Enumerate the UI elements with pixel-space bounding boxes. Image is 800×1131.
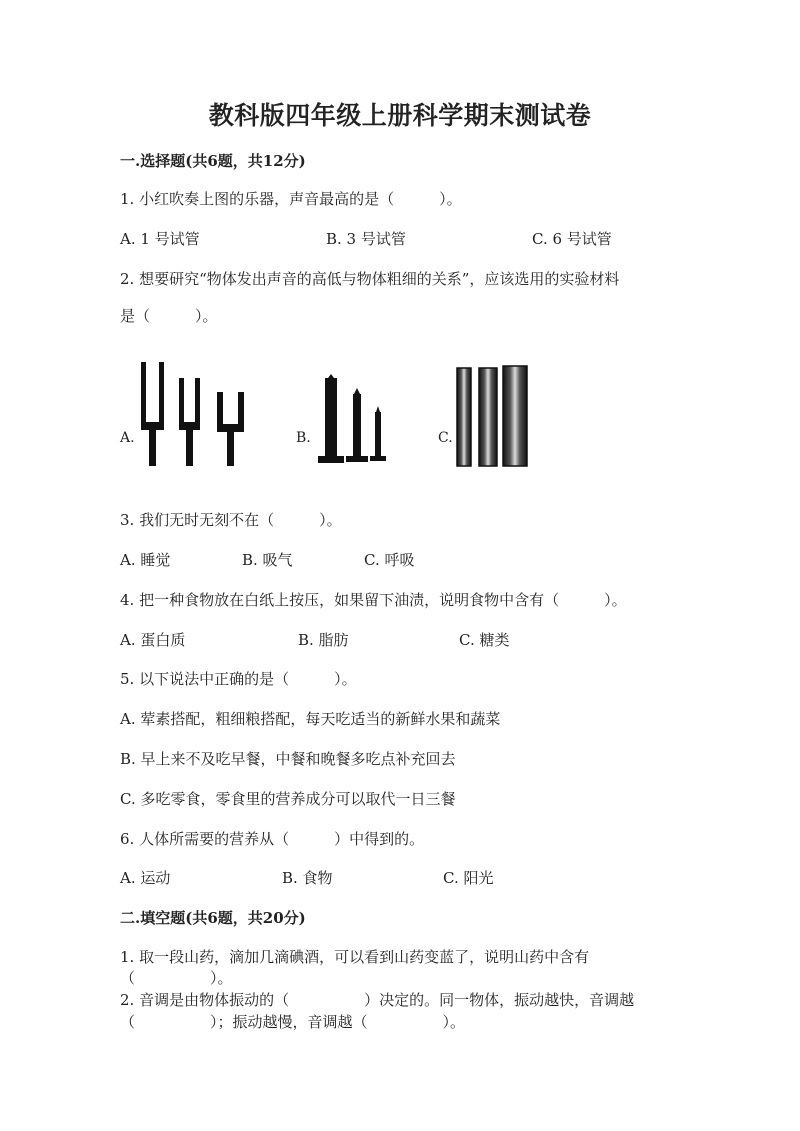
fill-question-2-line2[interactable]: （ ）；振动越慢，音调越（ ）。 (120, 1013, 466, 1031)
fill-question-1-line2[interactable]: （ ）。 (120, 969, 233, 987)
q3-option-c[interactable]: C. 呼吸 (364, 551, 415, 569)
question-2-text-line1: 2. 想要研究“物体发出声音的高低与物体粗细的关系”，应该选用的实验材料 (120, 270, 620, 288)
q6-option-a[interactable]: A. 运动 (120, 869, 171, 887)
question-3-text: 3. 我们无时无刻不在（ ）。 (120, 511, 342, 529)
q4-option-c[interactable]: C. 糖类 (459, 631, 510, 649)
section-heading-choice: 一.选择题(共6题，共12分) (120, 152, 306, 170)
q4-option-b[interactable]: B. 脂肪 (298, 631, 349, 649)
q3-option-a[interactable]: A. 睡觉 (120, 551, 171, 569)
question-2-text-line2: 是（ ）。 (120, 307, 218, 325)
page-title: 教科版四年级上册科学期末测试卷 (208, 101, 592, 130)
q4-option-a[interactable]: A. 蛋白质 (120, 631, 186, 649)
q6-option-b[interactable]: B. 食物 (282, 869, 333, 887)
q6-option-c[interactable]: C. 阳光 (443, 869, 494, 887)
tuning-forks-image (134, 358, 252, 468)
fill-question-1-line1: 1. 取一段山药，滴加几滴碘酒，可以看到山药变蓝了，说明山药中含有 (120, 948, 590, 966)
q5-option-b[interactable]: B. 早上来不及吃早餐，中餐和晚餐多吃点补充回去 (120, 750, 456, 768)
question-1-text: 1. 小红吹奏上图的乐器，声音最高的是（ ）。 (120, 190, 462, 208)
q2-option-b[interactable]: B. (296, 430, 311, 446)
q3-option-b[interactable]: B. 吸气 (242, 551, 293, 569)
question-6-text: 6. 人体所需要的营养从（ ）中得到的。 (120, 830, 425, 848)
nails-image (314, 374, 390, 466)
q1-option-a[interactable]: A. 1 号试管 (120, 230, 200, 248)
question-5-text: 5. 以下说法中正确的是（ ）。 (120, 670, 357, 688)
q1-option-b[interactable]: B. 3 号试管 (326, 230, 406, 248)
fill-question-2-line1[interactable]: 2. 音调是由物体振动的（ ）决定的。同一物体，振动越快，音调越 (120, 991, 635, 1009)
q5-option-a[interactable]: A. 荤素搭配，粗细粮搭配，每天吃适当的新鲜水果和蔬菜 (120, 710, 501, 728)
q1-option-c[interactable]: C. 6 号试管 (532, 230, 612, 248)
rods-image (455, 364, 531, 468)
q2-option-a[interactable]: A. (120, 430, 135, 446)
section-heading-fill: 二.填空题(共6题，共20分) (120, 909, 306, 927)
question-4-text: 4. 把一种食物放在白纸上按压，如果留下油渍，说明食物中含有（ ）。 (120, 591, 627, 609)
q5-option-c[interactable]: C. 多吃零食，零食里的营养成分可以取代一日三餐 (120, 790, 456, 808)
q2-option-c[interactable]: C. (438, 430, 453, 446)
